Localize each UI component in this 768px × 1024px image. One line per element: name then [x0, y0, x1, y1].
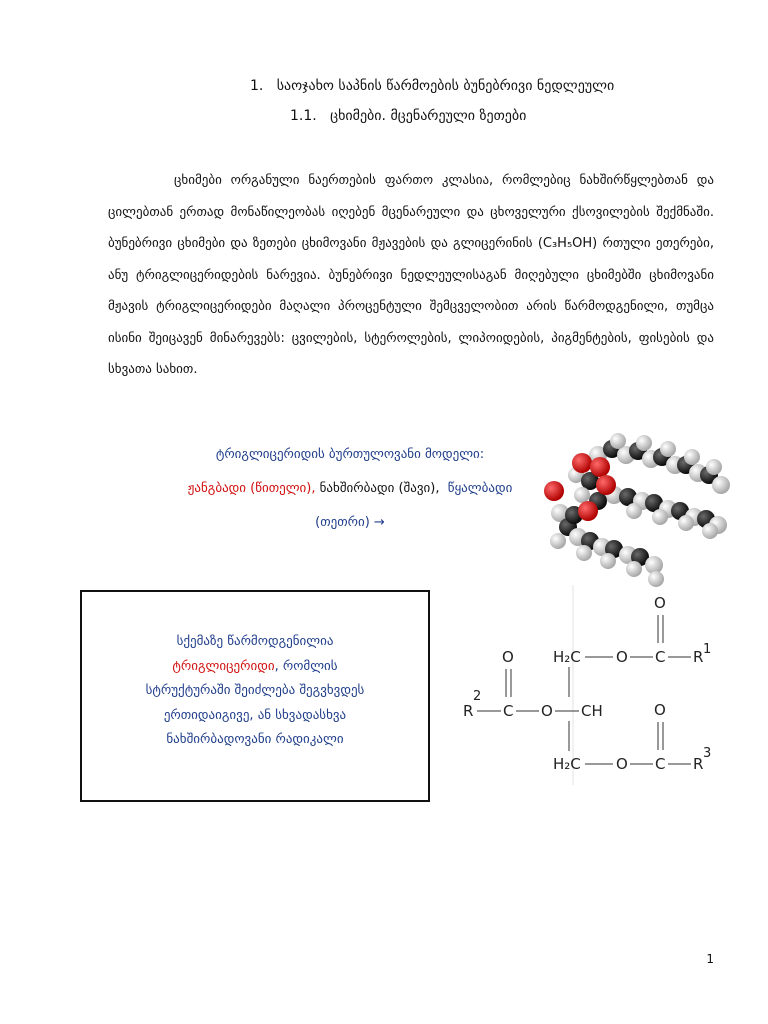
subheading-number: 1.1. [290, 108, 317, 124]
formula-o-mid: O [541, 702, 553, 720]
triglyceride-ball-model-image [538, 415, 738, 590]
subheading-text: ცხიმები. მცენარეული ზეთები [330, 108, 527, 124]
triglyceride-term: ტრიგლიცერიდი [172, 658, 275, 674]
info-line-5: ნახშირბადოვანი რადიკალი [166, 732, 344, 747]
formula-r3-sup: 3 [703, 746, 712, 761]
legend-hydrogen: წყალბადი [447, 481, 513, 496]
formula-h2c-bottom: H₂C [553, 755, 581, 773]
formula-o-top-carbonyl: O [654, 594, 666, 612]
section-heading [250, 78, 614, 94]
model-caption [100, 438, 600, 540]
info-line-3: სტრუქტურაში შეიძლება შეგვხვდეს [145, 683, 365, 698]
page-number: 1 [706, 952, 714, 966]
info-line-2: ტრიგლიცერიდი, რომლის [172, 658, 338, 674]
info-box [80, 590, 430, 802]
formula-o-bottom-carbonyl: O [654, 701, 666, 719]
formula-r-mid: R [463, 702, 474, 720]
heading-text: საოჯახო საპნის წარმოების ბუნებრივი ნედლეული [276, 78, 615, 94]
info-box-text [82, 630, 428, 753]
paragraph-text: ცხიმები ორგანული ნაერთების ფართო კლასია, რომლებიც ნახშირწყლებთან და ცილებთან ერთად მონაწილეობას იღებენ მცენარეული და ცხოველური ქსოვილების შექმნაში. ბუნებრივი ცხიმები და ზეთები ცხიმოვანი მჟავების და გლიცერინის (C₃H₅OH) რთული ეთერები, ანუ ტრიგლიცერიდების ნარევია. ბუნებრივი ნედლეულისაგან მიღებული ცხიმებში ცხიმოვანი მჟავის ტრიგლიცერიდები მაღალი პროცენტული შემცველობით არის წარმოდგენილი, თუმცა ისინი შეიცავენ მინარევებს: ცვილების, სტეროლების, ლიპოიდების, პიგმენტების, ფისების და სხვათა სახით. [108, 173, 714, 377]
body-paragraph [108, 165, 714, 386]
legend-oxygen: ჟანგბადი (წითელი) [187, 481, 312, 496]
formula-r1-sup: 1 [703, 642, 712, 657]
formula-o-top: O [616, 648, 628, 666]
triglyceride-structural-formula [455, 585, 720, 785]
formula-ch-mid: CH [581, 702, 603, 720]
info-line-1: სქემაზე წარმოდგენილია [176, 634, 334, 649]
formula-r-bottom: R [693, 755, 704, 773]
caption-title: ტრიგლიცერიდის ბურთულოვანი მოდელი: [215, 447, 485, 462]
formula-r-top: R [693, 648, 704, 666]
formula-h2c-top: H₂C [553, 648, 581, 666]
formula-r2-sup: 2 [473, 689, 482, 704]
subsection-heading [290, 108, 526, 124]
heading-number: 1. [250, 78, 264, 94]
formula-o-bottom: O [616, 755, 628, 773]
legend-carbon: ნახშირბადი (შავი), [319, 481, 440, 496]
info-line-4: ერთიდაიგივე, ან სხვადასხვა [163, 707, 347, 723]
formula-c-top: C [655, 648, 666, 666]
formula-c-bottom: C [655, 755, 666, 773]
formula-c-mid: C [503, 702, 514, 720]
formula-o-mid-carbonyl: O [502, 648, 514, 666]
caption-white-note: (თეთრი) → [315, 515, 385, 530]
caption-legend: ჟანგბადი (წითელი), ნახშირბადი (შავი), წყალბადი [187, 481, 513, 496]
